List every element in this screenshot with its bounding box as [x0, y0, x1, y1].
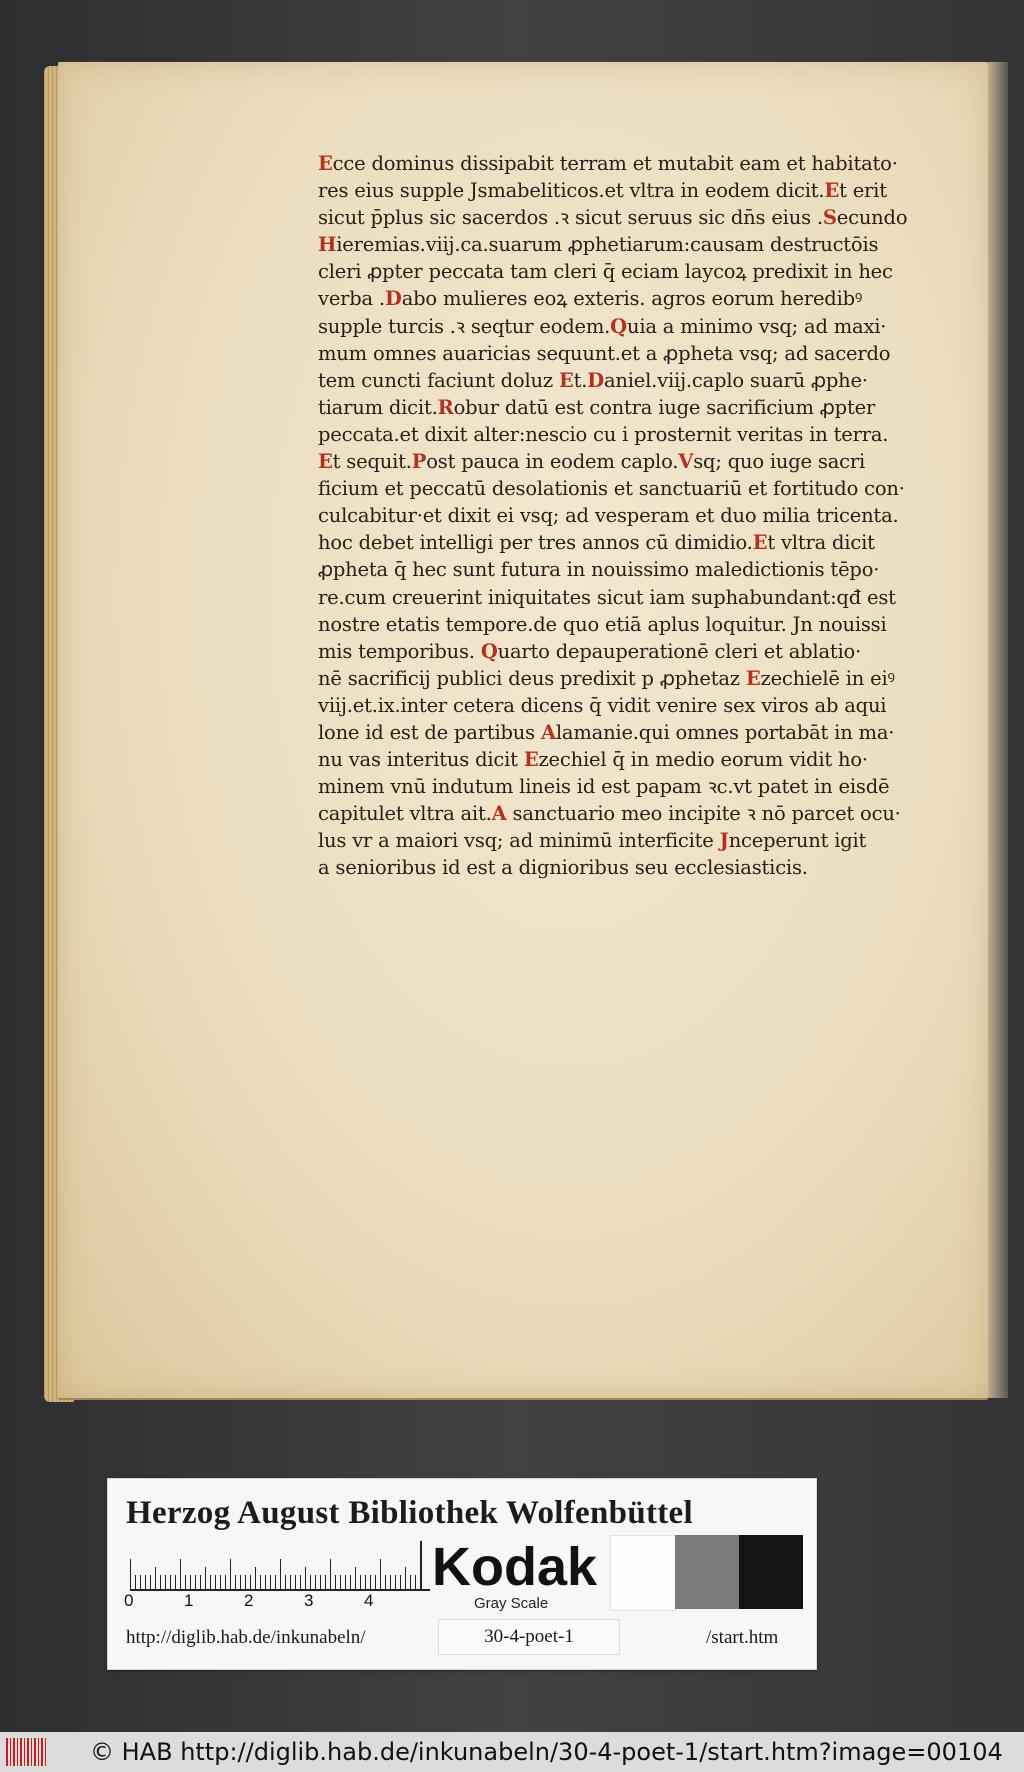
- ruler-tick: [240, 1575, 241, 1589]
- text-segment: ost pauca in eodem caplo.: [426, 450, 679, 474]
- footer-bar: [0, 1732, 1024, 1772]
- text-line: [318, 177, 938, 204]
- text-line: [318, 746, 938, 773]
- ruler-tick: [380, 1559, 381, 1589]
- ruler-tick: [190, 1575, 191, 1589]
- text-line: [318, 773, 938, 800]
- text-segment: ecundo: [836, 206, 908, 230]
- rubric-initial: E: [824, 179, 840, 203]
- ruler-tick: [180, 1559, 181, 1589]
- text-segment: minem vnū indutum lineis id est papam ꝛc.vt patet in eisdē: [318, 775, 890, 799]
- text-line: [318, 285, 938, 312]
- ruler-tick: [355, 1567, 356, 1589]
- ruler-tick: [140, 1575, 141, 1589]
- ruler-tick: [215, 1575, 216, 1589]
- text-line: [318, 258, 938, 285]
- text-line: [318, 313, 938, 340]
- ruler-tick: [135, 1575, 136, 1589]
- color-target-card: [107, 1478, 817, 1670]
- text-line: [318, 611, 938, 638]
- rubric-initial: R: [437, 395, 454, 419]
- ruler-tick: [335, 1575, 336, 1589]
- hab-logo-icon: [6, 1738, 46, 1766]
- target-shelfmark: 30-4-poet-1: [438, 1619, 620, 1655]
- rubric-initial: E: [318, 152, 333, 175]
- text-segment: zechiel q̄ in medio eorum vidit ho·: [538, 748, 868, 772]
- page-gutter: [988, 62, 1008, 1398]
- text-segment: lus vr a maiori vsq; ad minimū interficite: [318, 829, 720, 853]
- incunabulum-text: [318, 150, 938, 882]
- text-segment: obur datū est contra iuge sacrificium ꝓpter: [453, 395, 876, 419]
- gray-patch-white: [610, 1535, 676, 1611]
- ruler-tick: [350, 1575, 351, 1589]
- text-line: [318, 367, 938, 394]
- rubric-initial: Q: [610, 314, 627, 338]
- ruler-tick: [220, 1575, 221, 1589]
- text-segment: t erit: [839, 179, 887, 203]
- ruler-tick: [210, 1575, 211, 1589]
- ruler-number-0: 0: [124, 1591, 134, 1610]
- ruler-tick: [345, 1575, 346, 1589]
- ruler-number-4: 4: [364, 1591, 374, 1610]
- text-segment: sicut p̄plus sic sacerdos .ꝛ sicut seruus sic dn̄s eius .: [318, 206, 823, 230]
- ruler-tick: [415, 1575, 416, 1589]
- rubric-initial: E: [318, 450, 333, 474]
- text-line: [318, 204, 938, 231]
- ruler-tick: [405, 1567, 406, 1589]
- ruler-tick: [230, 1559, 231, 1589]
- ruler-tick: [295, 1575, 296, 1589]
- ruler-tick: [270, 1575, 271, 1589]
- text-line: [318, 800, 938, 827]
- target-url-end: /start.htm: [706, 1627, 779, 1648]
- ruler-tick: [395, 1575, 396, 1589]
- ruler-tick: [245, 1575, 246, 1589]
- text-segment: a senioribus id est a dignioribus seu ecclesiasticis.: [318, 856, 808, 880]
- rubric-initial: E: [745, 666, 761, 690]
- text-line: [318, 475, 938, 502]
- text-segment: t sequit.: [332, 450, 412, 474]
- text-segment: ꝓpheta q̄ hec sunt futura in nouissimo maledictionis tēpo·: [318, 558, 880, 582]
- rubric-initial: A: [491, 802, 507, 826]
- text-line: [318, 502, 938, 529]
- text-segment: lone id est de partibus: [318, 720, 541, 744]
- text-segment: uarto depauperationē cleri et ablatio·: [497, 639, 862, 663]
- text-segment: re.cum creuerint iniquitates sicut iam suphabundant:qđ est: [318, 585, 896, 609]
- text-segment: t.: [573, 368, 588, 392]
- text-line: [318, 394, 938, 421]
- text-line: [318, 665, 938, 692]
- text-segment: verba .: [318, 287, 385, 311]
- ruler-tick: [320, 1575, 321, 1589]
- text-segment: t vltra dicit: [767, 531, 875, 555]
- text-segment: uia a minimo vsq; ad maxi·: [626, 314, 887, 338]
- text-segment: zechielē in eiꝰ: [760, 666, 895, 690]
- rubric-initial: D: [587, 368, 604, 392]
- ruler-number-3: 3: [304, 1591, 314, 1610]
- ruler-tick: [260, 1575, 261, 1589]
- text-segment: mum omnes auaricias sequunt.et a ꝓpheta vsq; ad sacerdo: [318, 341, 891, 365]
- text-segment: peccata.et dixit alter:nescio cu i prosternit veritas in terra.: [318, 422, 889, 446]
- text-segment: res eius supple Jsmabeliticos.et vltra in eodem dicit.: [318, 179, 825, 203]
- rubric-initial: S: [822, 206, 837, 230]
- text-segment: sanctuario meo incipite ꝛ nō parcet ocu·: [506, 802, 901, 826]
- ruler-tick: [390, 1575, 391, 1589]
- text-segment: mis temporibus.: [318, 639, 481, 663]
- ruler-tick: [250, 1575, 251, 1589]
- text-line: [318, 448, 938, 475]
- text-line: [318, 584, 938, 611]
- footer-copyright-url[interactable]: © HAB http://diglib.hab.de/inkunabeln/30-4-poet-1/start.htm?image=00104: [90, 1738, 1003, 1766]
- rubric-initial: P: [411, 450, 427, 474]
- rubric-initial: V: [678, 450, 694, 474]
- ruler-tick: [185, 1575, 186, 1589]
- rubric-initial: D: [384, 287, 402, 311]
- text-segment: supple turcis .ꝛ seqtur eodem.: [318, 314, 611, 338]
- text-segment: culcabitur·et dixit ei vsq; ad vesperam et duo milia tricenta.: [318, 504, 899, 528]
- text-line: [318, 692, 938, 719]
- text-line: [318, 719, 938, 746]
- library-title: Herzog August Bibliothek Wolfenbüttel: [126, 1495, 693, 1531]
- gray-scale-label: Gray Scale: [474, 1595, 549, 1612]
- rubric-initial: E: [752, 531, 768, 555]
- text-line: [318, 421, 938, 448]
- ruler-tick: [280, 1559, 281, 1589]
- ruler-tick: [235, 1575, 236, 1589]
- text-segment: hoc debet intelligi per tres annos cū dimidio.: [318, 531, 753, 555]
- rubric-initial: E: [558, 368, 574, 392]
- ruler-number-2: 2: [244, 1591, 254, 1610]
- text-line: [318, 556, 938, 583]
- ruler-tick: [360, 1575, 361, 1589]
- gray-patch-black: [739, 1535, 803, 1609]
- ruler-tick: [130, 1559, 131, 1589]
- text-segment: tem cuncti faciunt doluz: [318, 368, 559, 392]
- ruler-tick: [300, 1575, 301, 1589]
- text-line: [318, 231, 938, 258]
- ruler-tick: [155, 1567, 156, 1589]
- scale-ruler: [130, 1541, 430, 1591]
- ruler-tick: [255, 1567, 256, 1589]
- ruler-number-1: 1: [184, 1591, 194, 1610]
- ruler-tick: [225, 1575, 226, 1589]
- ruler-tick: [195, 1575, 196, 1589]
- text-segment: abo mulieres eoꝝ exteris. agros eorum heredibꝰ: [401, 287, 863, 311]
- text-segment: sq; quo iuge sacri: [693, 450, 866, 474]
- text-segment: ieremias.viij.ca.suarum ꝓphetiarum:causam destructōis: [336, 233, 879, 257]
- text-segment: cleri ꝓpter peccata tam cleri q̄ eciam laycoꝝ predixit in hec: [318, 260, 893, 284]
- kodak-logo: Kodak: [432, 1537, 598, 1597]
- ruler-tick: [330, 1559, 331, 1589]
- text-segment: aniel.viij.caplo suarū ꝓphe·: [603, 368, 868, 392]
- ruler-tick: [365, 1575, 366, 1589]
- text-segment: nceperunt igit: [728, 829, 867, 853]
- ruler-tick: [175, 1575, 176, 1589]
- text-line: [318, 150, 938, 177]
- target-url-base: http://diglib.hab.de/inkunabeln/: [126, 1627, 366, 1648]
- ruler-tick: [275, 1575, 276, 1589]
- ruler-tick: [315, 1575, 316, 1589]
- gray-patch-mid: [675, 1535, 739, 1609]
- rubric-initial: J: [719, 829, 729, 853]
- text-line: [318, 854, 938, 881]
- rubric-initial: Q: [480, 639, 498, 663]
- text-segment: capitulet vltra ait.: [318, 802, 492, 826]
- ruler-tick: [400, 1575, 401, 1589]
- rubric-initial: H: [318, 233, 337, 257]
- ruler-tick: [285, 1575, 286, 1589]
- ruler-tick: [160, 1575, 161, 1589]
- rubric-initial: E: [523, 748, 539, 772]
- ruler-tick: [145, 1575, 146, 1589]
- ruler-tick: [265, 1575, 266, 1589]
- ruler-tick: [305, 1567, 306, 1589]
- ruler-tick: [370, 1575, 371, 1589]
- ruler-tick: [410, 1575, 411, 1589]
- text-line: [318, 529, 938, 556]
- ruler-tick: [340, 1575, 341, 1589]
- ruler-tick: [205, 1567, 206, 1589]
- text-segment: nostre etatis tempore.de quo etiā aplus loquitur. Jn nouissi: [318, 612, 887, 636]
- ruler-tick: [325, 1575, 326, 1589]
- ruler-tick: [385, 1575, 386, 1589]
- text-segment: lamanie.qui omnes portabāt in ma·: [555, 720, 895, 744]
- text-line: [318, 340, 938, 367]
- ruler-tick: [310, 1575, 311, 1589]
- rubric-initial: A: [540, 720, 556, 744]
- ruler-tick: [200, 1575, 201, 1589]
- text-segment: nu vas interitus dicit: [318, 748, 524, 772]
- text-segment: tiarum dicit.: [318, 395, 438, 419]
- ruler-tick: [150, 1575, 151, 1589]
- ruler-end-bar: [420, 1541, 422, 1589]
- ruler-tick: [375, 1575, 376, 1589]
- ruler-tick: [165, 1575, 166, 1589]
- text-line: [318, 638, 938, 665]
- text-segment: cce dominus dissipabit terram et mutabit eam et habitato·: [332, 152, 898, 175]
- text-segment: ficium et peccatū desolationis et sanctuariū et fortitudo con·: [318, 477, 905, 501]
- text-line: [318, 827, 938, 854]
- text-segment: viij.et.ix.inter cetera dicens q̄ vidit venire sex viros ab aqui: [318, 693, 887, 717]
- text-segment: nē sacrificij publici deus predixit p ꝓphetaz: [318, 666, 746, 690]
- ruler-tick: [290, 1575, 291, 1589]
- ruler-tick: [170, 1575, 171, 1589]
